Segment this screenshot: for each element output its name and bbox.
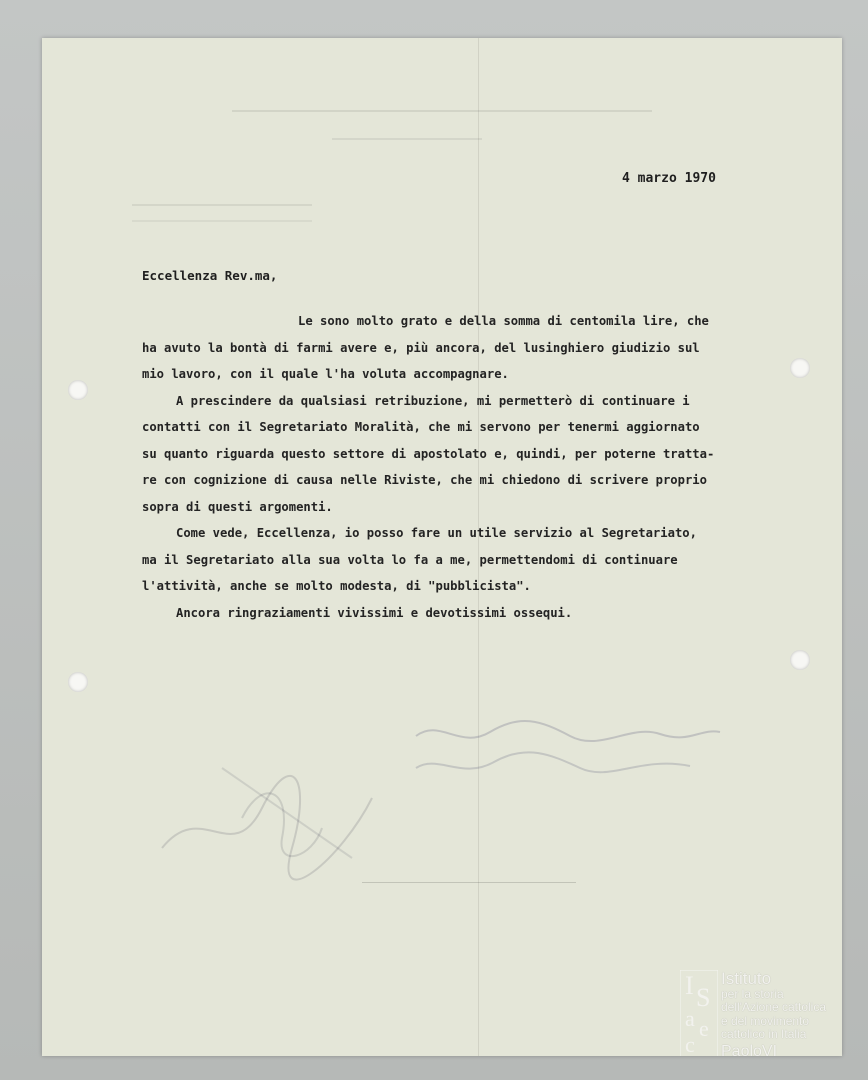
- svg-text:I: I: [685, 971, 694, 1000]
- bleed-through-stamp: [362, 864, 576, 883]
- punch-hole-top: [790, 358, 810, 378]
- text-line: su quanto riguarda questo settore di apostolato e, quindi, per poterne tratta-: [142, 446, 715, 461]
- svg-text:m: [684, 1050, 701, 1056]
- bleed-through-address: [132, 204, 312, 222]
- letter-body: [142, 308, 782, 626]
- salutation: Eccellenza Rev.ma,: [142, 268, 278, 283]
- text-line: sopra di questi argomenti.: [142, 499, 333, 514]
- bleed-through-signature: [142, 738, 382, 888]
- logo-footer: PaoloVI: [721, 1042, 778, 1056]
- paragraph: [142, 308, 782, 388]
- isacem-logo-mark-icon: [680, 970, 718, 1056]
- paragraph: [142, 520, 782, 600]
- bleed-through-letterhead: [232, 110, 652, 122]
- svg-text:e: e: [699, 1016, 709, 1041]
- punch-hole-left-bottom: [68, 672, 88, 692]
- punch-hole-bottom: [790, 650, 810, 670]
- text-line: mio lavoro, con il quale l'ha voluta accompagnare.: [142, 367, 509, 381]
- text-line: A prescindere da qualsiasi retribuzione, mi permetterò di continuare i: [176, 393, 690, 408]
- text-line: ha avuto la bontà di farmi avere e, più ancora, del lusinghiero giudizio sul: [142, 340, 700, 355]
- archive-watermark-logo: [680, 970, 830, 1056]
- logo-line: dell'Azione cattolica: [721, 1000, 827, 1015]
- text-line: Ancora ringraziamenti vivissimi e devotissimi ossequi.: [176, 605, 573, 620]
- text-line: contatti con il Segretariato Moralità, che mi servono per tenermi aggiornato: [142, 420, 700, 434]
- text-line: Come vede, Eccellenza, io posso fare un utile servizio al Segretariato,: [176, 526, 697, 540]
- punch-hole-left-top: [68, 380, 88, 400]
- text-line: Le sono molto grato e della somma di centomila lire, che: [298, 314, 709, 328]
- svg-text:c: c: [685, 1032, 695, 1057]
- svg-text:S: S: [696, 983, 711, 1012]
- logo-text: [721, 970, 826, 1056]
- logo-line: cattolico in Italia: [721, 1027, 807, 1042]
- svg-text:a: a: [685, 1006, 695, 1031]
- text-line: re con cognizione di causa nelle Riviste, che mi chiedono di scrivere proprio: [142, 473, 707, 487]
- logo-line: per la storia: [721, 987, 784, 1001]
- text-line: l'attività, anche se molto modesta, di "pubblicista".: [142, 579, 531, 593]
- letter-date: 4 marzo 1970: [622, 171, 716, 186]
- bleed-through-subhead: [332, 138, 482, 146]
- logo-line: e del movimento: [721, 1013, 810, 1028]
- bleed-through-handwritten-note: [410, 710, 730, 800]
- paragraph: [142, 388, 782, 521]
- logo-title: Istituto: [721, 969, 772, 988]
- text-line: ma il Segretariato alla sua volta lo fa a me, permettendomi di continuare: [142, 552, 678, 567]
- letter-page: [42, 38, 842, 1056]
- paragraph: [142, 600, 782, 627]
